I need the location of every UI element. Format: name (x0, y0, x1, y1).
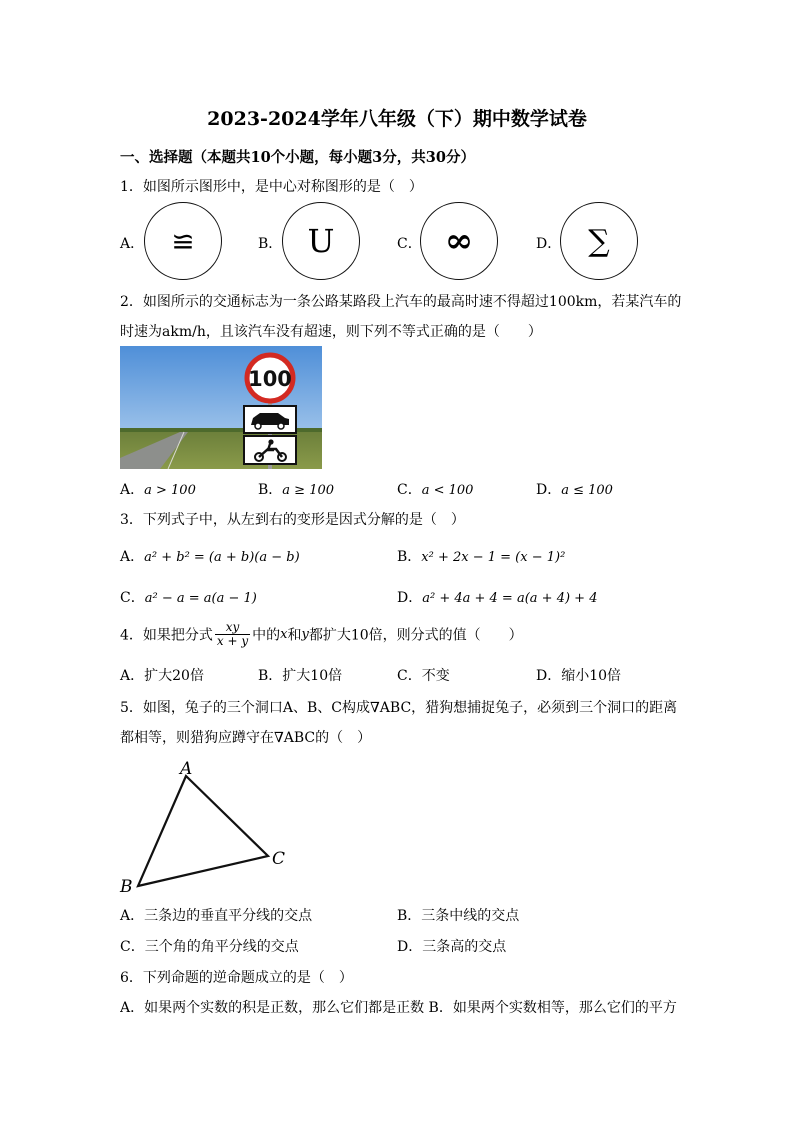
q1-option-a-label: A． (120, 236, 145, 252)
q5-option-c: C．三个角的角平分线的交点 (120, 939, 299, 955)
question-2-stem-line1: 2．如图所示的交通标志为一条公路某路段上汽车的最高时速不得超过100km，若某汽车的 (120, 294, 682, 310)
q4-option-b: B．扩大10倍 (258, 668, 343, 684)
question-5-stem-line2: 都相等，则猎狗应蹲守在∇ABC的（ ） (120, 730, 372, 746)
q1-option-a-figure (144, 202, 222, 280)
q4-option-d: D．缩小10倍 (536, 668, 622, 684)
infinity-icon: ∞ (444, 221, 474, 261)
vertex-label-a: A (180, 759, 193, 779)
q6-options-line: A．如果两个实数的积是正数，那么它们都是正数 B．如果两个实数相等，那么它们的平方 (120, 1000, 677, 1016)
q2-option-d: D．a ≤ 100 (536, 482, 613, 498)
question-4-stem: 4．如果把分式 $\frac{xy}{x + y}$ 中的x和y都扩大10倍，则分式的值（ ） (120, 620, 523, 648)
q4-option-a: A．扩大20倍 (120, 668, 204, 684)
q3-option-a: A．a² + b² = (a + b)(a − b) (120, 549, 300, 565)
speed-limit-number: 100 (248, 367, 292, 391)
triangle-abc-shape (138, 776, 268, 886)
question-6-stem: 6．下列命题的逆命题成立的是（ ） (120, 970, 353, 986)
letter-u-icon: U (307, 222, 335, 260)
question-1-stem: 1．如图所示图形中，是中心对称图形的是（ ） (120, 179, 423, 195)
congruent-symbol-icon: ≌ (171, 224, 195, 258)
q5-option-d: D．三条高的交点 (397, 939, 507, 955)
q1-option-d-label: D． (536, 236, 562, 252)
q3-option-c: C．a² − a = a(a − 1) (120, 590, 257, 606)
q1-option-b-label: B． (258, 236, 283, 252)
traffic-sign-photo (120, 346, 322, 469)
q3-option-d: D．a² + 4a + 4 = a(a + 4) + 4 (397, 590, 598, 606)
section-heading: 一、选择题（本题共10个小题，每小题3分，共30分） (120, 149, 475, 166)
triangle-abc-diagram (116, 756, 296, 896)
q2-option-b: B．a ≥ 100 (258, 482, 335, 498)
road-scene-icon (120, 346, 322, 469)
q4-option-c: C．不变 (397, 668, 450, 684)
sigma-icon: ∑ (588, 223, 610, 259)
q5-option-b: B．三条中线的交点 (397, 908, 520, 924)
vertex-label-b: B (120, 877, 133, 896)
q3-option-b: B．x² + 2x − 1 = (x − 1)² (397, 549, 566, 565)
q1-option-d-figure (560, 202, 638, 280)
vertex-label-c: C (272, 849, 286, 869)
page-title: 2023-2024学年八年级（下）期中数学试卷 (207, 108, 587, 130)
q5-option-a: A．三条边的垂直平分线的交点 (120, 908, 313, 924)
q1-option-c-label: C． (397, 236, 422, 252)
question-5-stem-line1: 5．如图，兔子的三个洞口A、B、C构成∇ABC，猎狗想捕捉兔子，必须到三个洞口的距离 (120, 700, 678, 716)
fraction-xy-over-x-plus-y: $\frac{xy}{x + y}$ (216, 620, 249, 648)
question-3-stem: 3．下列式子中，从左到右的变形是因式分解的是（ ） (120, 512, 465, 528)
question-2-stem-line2: 时速为akm/h，且该汽车没有超速，则下列不等式正确的是（ ） (120, 324, 542, 340)
q1-option-c-figure (420, 202, 498, 280)
q2-option-c: C．a < 100 (397, 482, 474, 498)
q1-option-b-figure (282, 202, 360, 280)
q2-option-a: A．a > 100 (120, 482, 196, 498)
